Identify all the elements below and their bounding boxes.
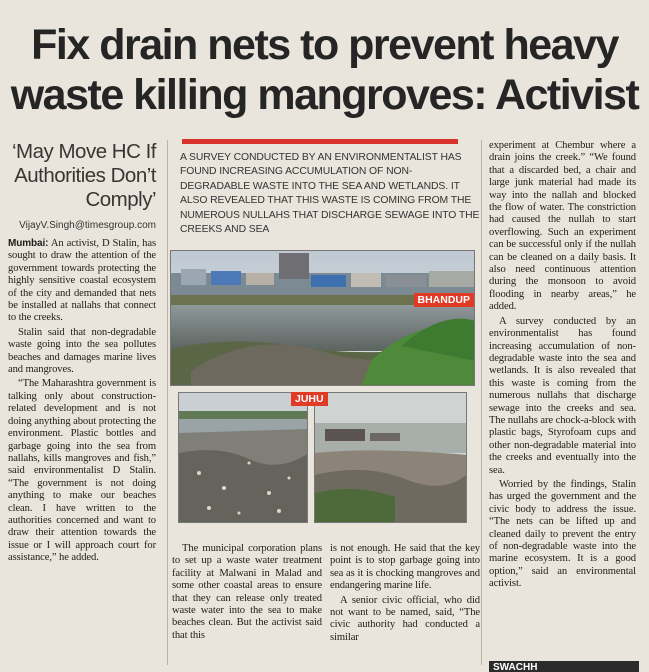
juhu-label: JUHU — [291, 392, 328, 406]
bottom-strip: SWACHH — [489, 661, 639, 672]
body-paragraph — [8, 238, 156, 325]
middle-body-column-1 — [172, 543, 322, 644]
dateline: Mumbai: — [8, 238, 49, 249]
left-column — [8, 140, 156, 567]
paragraph-text: An activist, D Stalin, has sought to draw the attention of the government towards protecting the highly sensitive coastal ecosystem of the city and demanded that nets be installed at nallahs that connect to the creeks. — [8, 238, 156, 324]
deck-quote: ‘May Move HC If Authorities Don’t Comply’ — [12, 140, 156, 211]
middle-body-column-2 — [330, 543, 480, 646]
body-paragraph: Worried by the findings, Stalin has urged the government and the civic body to address the issue. “The nets can be lifted up and cleaned daily to prevent the entry of non-degradable waste into the marine ecosystem. It is a good option,” said an environmental activist. — [489, 478, 636, 590]
body-paragraph: The municipal corporation plans to set up a waste water treatment facility at Malwani in Malad and some other coastal areas to ensure that they can release only treated waste water into the sea to make beaches clean. But the activist said that this — [172, 543, 322, 641]
headline-line-1: Fix drain nets to prevent heavy — [31, 21, 618, 69]
body-paragraph: A survey conducted by an environmentalist has found increasing accumulation of non-degradable waste into the sea and wetlands. It is also revealed that this waste is coming from the numerous nullahs that discharge sewage into the creeks and sea. The nullahs are chock-a-block with plastic bags, Styrofoam cups and other non-degradable material into the creeks and eventually into the sea. — [489, 315, 636, 476]
photo-caption: A SURVEY CONDUCTED BY AN ENVIRONMENTALIST HAS FOUND INCREASING ACCUMULATION OF NON-DEGRADABLE WASTE INTO THE SEA AND WETLANDS. IT ALSO REVEALED THAT THIS WASTE IS COMING FROM THE NUMEROUS NULLAHS THAT DISCHARGE SEWAGE INTO THE CREEKS AND SEA — [180, 152, 480, 236]
left-body — [8, 238, 156, 565]
body-paragraph: Stalin said that non-degradable waste going into the sea pollutes beaches and damages marine lives and mangroves. — [8, 326, 156, 376]
body-paragraph: experiment at Chembur where a drain joins the creek.” “We found that a discarded bed, a chair and large junk material had made its way into the nallah and blocked the flow of water. The constriction had caused the nullah to start overflowing. Such an experiment can be successful only if the nullah can be cleaned on a daily basis. It also need continuous attention during the monsoon to avoid flooding in nearby areas,” he added. — [489, 140, 636, 313]
body-paragraph: “The Maharashtra government is talking only about construction-related development and is not doing anything about protecting the environment. Plastic bottles and garbage going into the sea from nallahs, kills mangroves and fish,” said environmentalist D Stalin. “The government is not doing anything to make our beaches clean. I have written to the authorities concerned and want to draw their attention towards the issue or I will approach court for assistance,” he added. — [8, 378, 156, 564]
bhandup-photo — [170, 250, 475, 386]
juhu-right-image — [315, 393, 467, 523]
headline — [0, 20, 649, 120]
bhandup-photo-image — [171, 251, 475, 386]
caption-accent-bar — [182, 139, 458, 144]
bhandup-label: BHANDUP — [414, 293, 475, 307]
right-body-column — [489, 140, 636, 593]
column-rule — [167, 140, 168, 665]
byline: VijayV.Singh@timesgroup.com — [19, 220, 156, 231]
body-paragraph: is not enough. He said that the key point is to stop garbage going into sea as it is chocking mangroves and endangering marine life. — [330, 543, 480, 592]
juhu-photo-left — [178, 392, 308, 523]
column-rule — [481, 140, 482, 665]
juhu-photo-right — [314, 392, 467, 523]
body-paragraph: A senior civic official, who did not want to be named, said, “The civic authority had conducted a similar — [330, 594, 480, 643]
juhu-left-image — [179, 393, 308, 523]
headline-line-2: waste killing mangroves: Activist — [10, 71, 639, 119]
